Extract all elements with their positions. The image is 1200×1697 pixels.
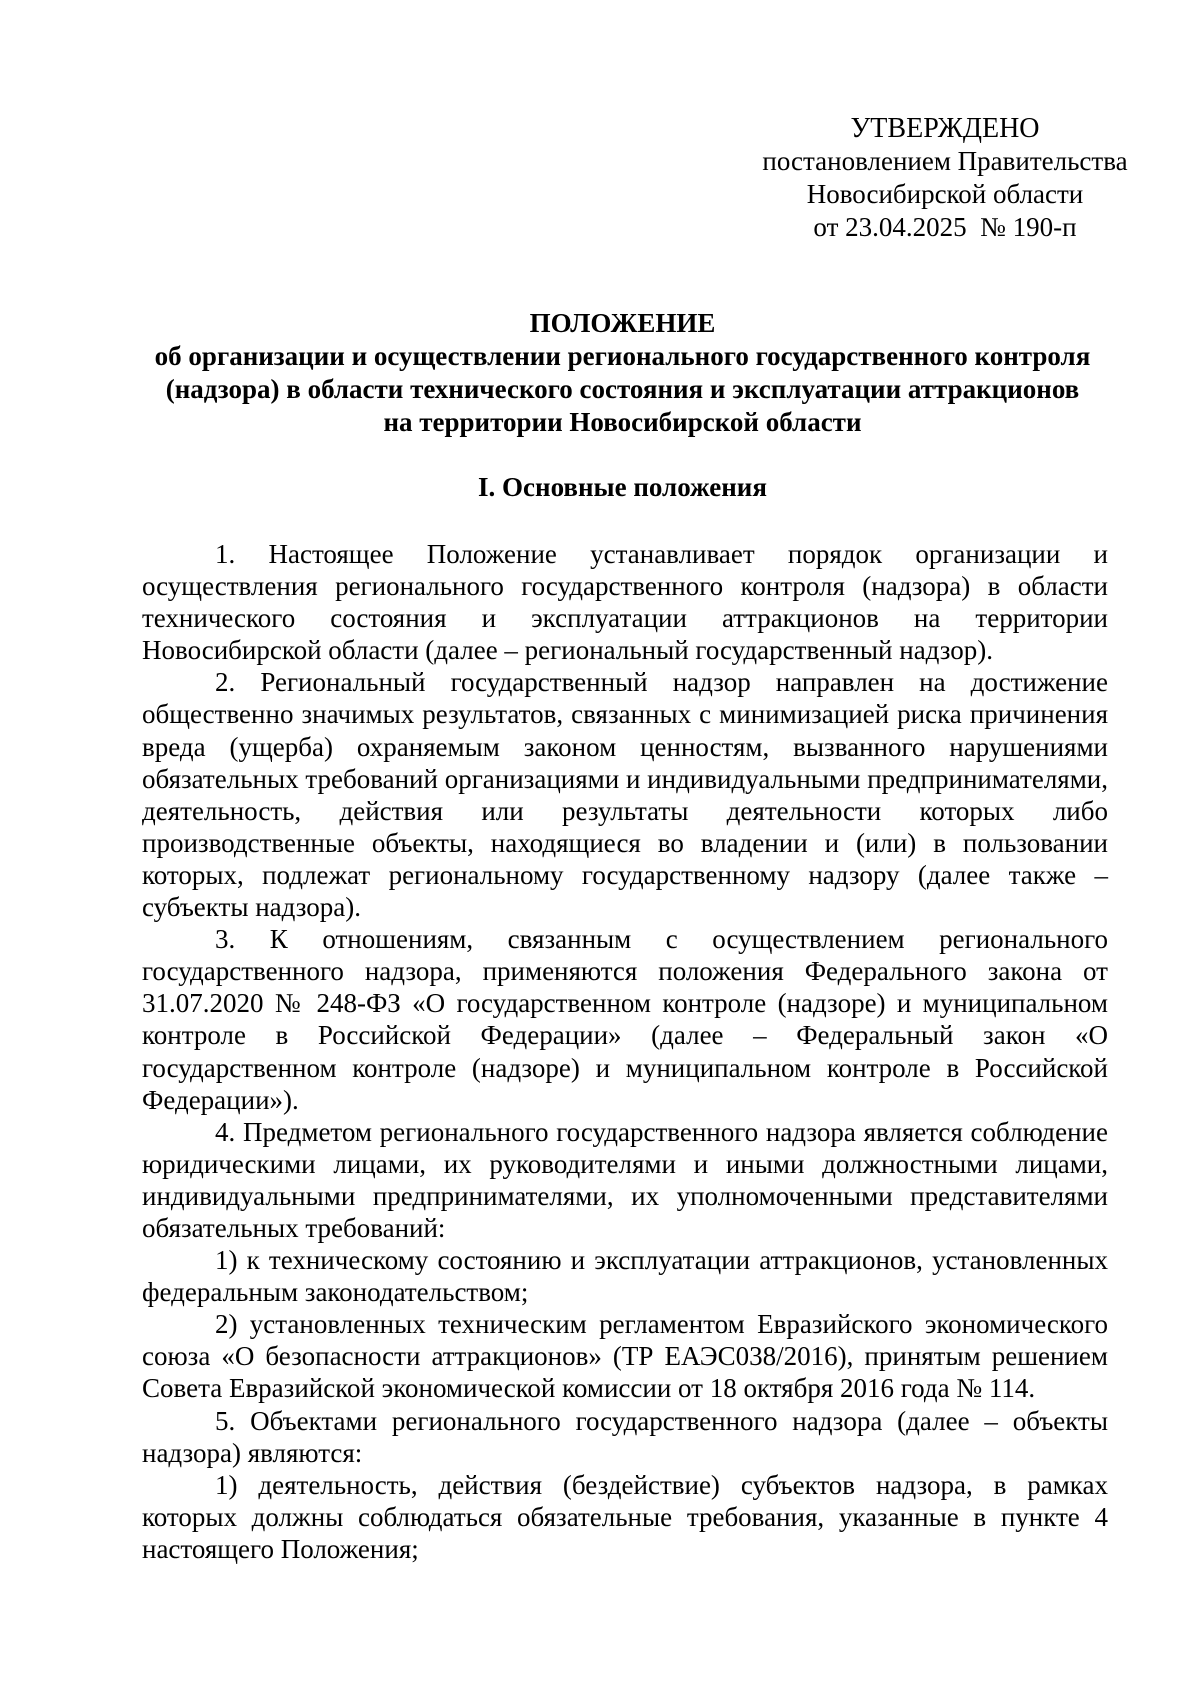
approval-line-2: Новосибирской области (806, 179, 1084, 209)
title-line-1: об организации и осуществлении регионального государственного контроля (154, 341, 1091, 371)
paragraph-5-item-1: 1) деятельность, действия (бездействие) субъектов надзора, в рамках которых должны соблюдаться обязательные требования, указанные в пункте 4 настоящего Положения; (142, 1469, 1108, 1564)
approval-date-number: от 23.04.2025 № 190-п (813, 212, 1077, 242)
document-title (140, 307, 1105, 439)
document-body (142, 538, 1108, 1565)
paragraph-5: 5. Объектами регионального государственного надзора (далее – объекты надзора) являются: (142, 1405, 1108, 1468)
approval-line-1: постановлением Правительства (762, 146, 1128, 176)
title-heading: ПОЛОЖЕНИЕ (529, 308, 716, 338)
approved-label: УТВЕРЖДЕНО (850, 113, 1040, 144)
section-heading: I. Основные положения (478, 472, 767, 502)
paragraph-1: 1. Настоящее Положение устанавливает порядок организации и осуществления регионального государственного контроля (надзора) в области технического состояния и эксплуатации аттракционов на территории Новосибирской области (далее – региональный государственный надзор). (142, 539, 1108, 666)
paragraph-4-item-2: 2) установленных техническим регламентом Евразийского экономического союза «О безопасности аттракционов» (ТР ЕАЭС038/2016), принятым решением Совета Евразийской экономической комиссии от 18 октября 2016 года № 114. (142, 1309, 1108, 1404)
paragraph-4: 4. Предметом регионального государственного надзора является соблюдение юридическими лицами, их руководителями и иными должностными лицами, индивидуальными предпринимателями, их уполномоченными представителями обязательных требований: (142, 1116, 1108, 1243)
title-line-3: на территории Новосибирской области (383, 407, 862, 437)
approval-stamp (735, 112, 1155, 244)
title-line-2: (надзора) в области технического состояния и эксплуатации аттракционов (165, 374, 1080, 404)
paragraph-4-item-1: 1) к техническому состоянию и эксплуатации аттракционов, установленных федеральным законодательством; (142, 1245, 1108, 1308)
paragraph-3: 3. К отношениям, связанным с осуществлением регионального государственного надзора, применяются положения Федерального закона от 31.07.2020 № 248-ФЗ «О государственном контроле (надзоре) и муниципальном контроле в Российской Федерации» (далее – Федеральный закон «О государственном контроле (надзоре) и муниципальном контроле в Российской Федерации»). (142, 924, 1108, 1115)
paragraph-2: 2. Региональный государственный надзор направлен на достижение общественно значимых результатов, связанных с минимизацией риска причинения вреда (ущерба) охраняемым законом ценностям, вызванного нарушениями обязательных требований организациями и индивидуальными предпринимателями, деятельность, действия или результаты деятельности которых либо производственные объекты, находящиеся во владении и (или) в пользовании которых, подлежат региональному государственному надзору (далее также – субъекты надзора). (142, 667, 1108, 923)
